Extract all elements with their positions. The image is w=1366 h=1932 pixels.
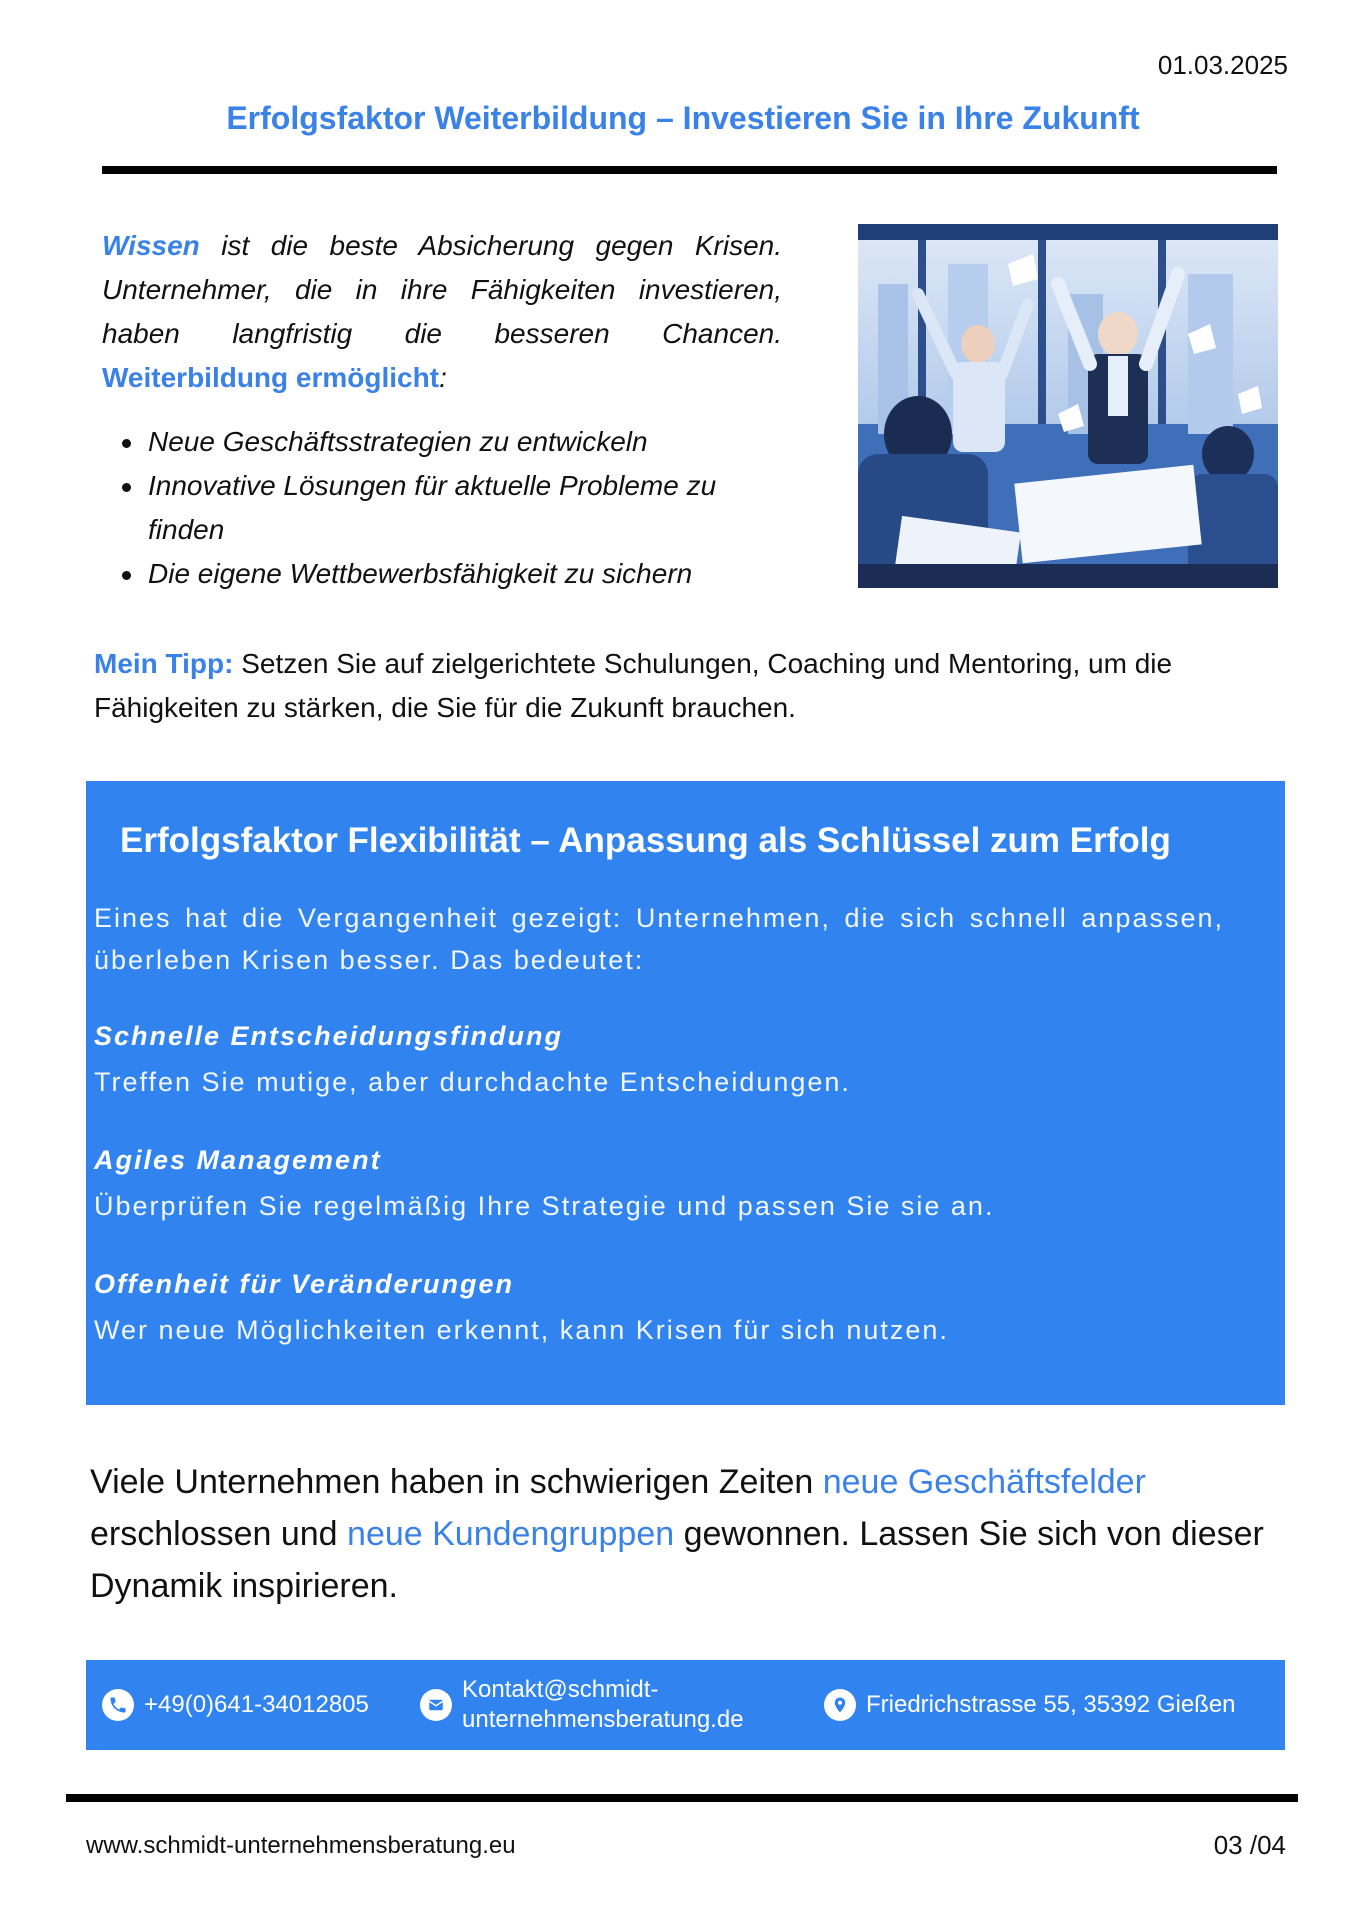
panel-item-heading: Offenheit für Veränderungen [94,1269,515,1299]
phone-number: +49(0)641-34012805 [144,1691,369,1718]
email-line: Kontakt@schmidt- [462,1676,659,1703]
team-celebration-photo [858,224,1278,588]
contact-phone[interactable] [102,1660,369,1750]
list-item: Neue Geschäftsstrategien zu entwickeln [148,420,782,464]
closing-paragraph [90,1456,1290,1612]
intro-text: ist die beste Absicherung gegen Krisen. Unternehmer, die in ihre Fähigkeiten investieren, haben langfristig die besseren Chancen. [102,230,782,349]
flexibility-panel [86,781,1285,1405]
panel-intro: Eines hat die Vergangenheit gezeigt: Unternehmen, die sich schnell anpassen, überleben Krisen besser. Das bedeutet: [94,903,1224,975]
intro-colon: : [439,362,447,393]
email-address [462,1675,744,1735]
tip-label: Mein Tipp: [94,648,234,679]
new-customer-groups-link[interactable]: neue Kundengruppen [347,1515,675,1553]
page-number: 03 /04 [1213,1830,1286,1860]
closing-text: gewonnen. Lassen Sie sich von dieser Dynamik inspirieren. [90,1515,1264,1605]
list-item: Innovative Lösungen für aktuelle Probleme zu finden [148,464,782,552]
panel-item-heading: Schnelle Entscheidungsfindung [94,1021,564,1051]
tip-paragraph [94,642,1284,730]
contact-email[interactable] [420,1660,744,1750]
panel-item-text: Treffen Sie mutige, aber durchdachte Entscheidungen. [94,1067,851,1097]
panel-item-text: Überprüfen Sie regelmäßig Ihre Strategie und passen Sie sie an. [94,1191,995,1221]
benefits-list [148,420,782,596]
list-item: Die eigene Wettbewerbsfähigkeit zu sichern [148,552,782,596]
contact-address[interactable] [824,1660,1236,1750]
bottom-divider [66,1794,1298,1802]
photo-illustration [858,224,1278,588]
intro-keyword: Wissen [102,230,200,261]
street-address: Friedrichstrasse 55, 35392 Gießen [866,1691,1236,1718]
intro-lead: Weiterbildung ermöglicht [102,362,440,393]
panel-item-text: Wer neue Möglichkeiten erkennt, kann Krisen für sich nutzen. [94,1315,949,1345]
mail-icon [420,1689,452,1721]
email-line: unternehmensberatung.de [462,1706,744,1733]
tip-text: Setzen Sie auf zielgerichtete Schulungen, Coaching und Mentoring, um die Fähigkeiten zu stärken, die Sie für die Zukunft brauchen. [94,648,1173,723]
location-pin-icon [824,1689,856,1721]
closing-text: Viele Unternehmen haben in schwierigen Zeiten [90,1463,823,1501]
panel-item-heading: Agiles Management [94,1145,382,1175]
top-divider [102,166,1277,174]
panel-title: Erfolgsfaktor Flexibilität – Anpassung als Schlüssel zum Erfolg [120,821,1171,860]
contact-bar [86,1660,1285,1750]
page-title: Erfolgsfaktor Weiterbildung – Investieren Sie in Ihre Zukunft [226,100,1140,136]
website-link[interactable]: www.schmidt-unternehmensberatung.eu [86,1832,516,1859]
intro-paragraph [102,224,782,400]
closing-text: erschlossen und [90,1515,348,1553]
document-date: 01.03.2025 [1157,50,1288,80]
phone-icon [102,1689,134,1721]
new-business-fields-link[interactable]: neue Geschäftsfelder [822,1463,1146,1501]
